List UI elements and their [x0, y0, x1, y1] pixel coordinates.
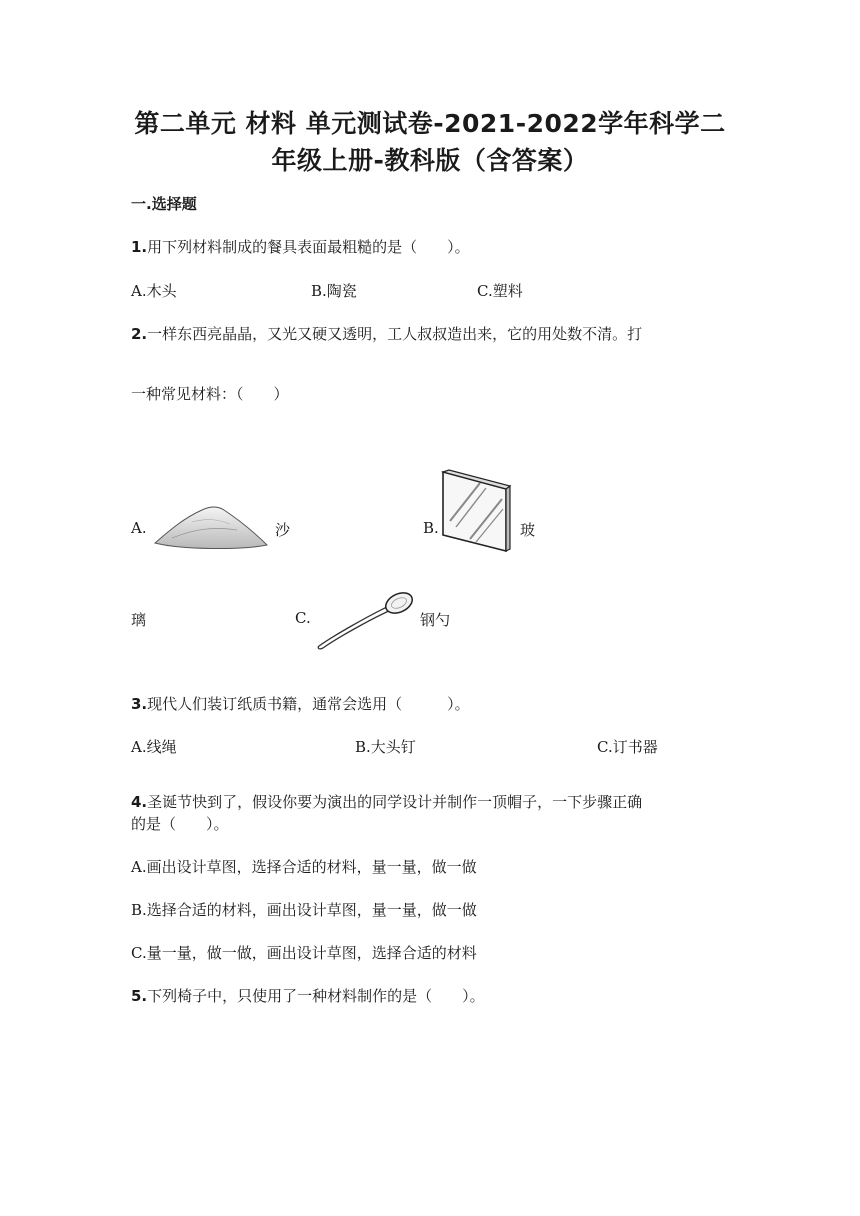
- document-title-line2: 年级上册-教科版（含答案）: [271, 146, 589, 175]
- q2-option-b-name-part2: 璃: [131, 611, 147, 629]
- q2-option-b-name-part1: 玻: [520, 521, 536, 539]
- question-4-line2: 的是（ ）。: [131, 815, 229, 833]
- question-5: [131, 985, 485, 1006]
- question-number: 5.: [131, 987, 148, 1005]
- question-number: 4.: [131, 793, 148, 811]
- q4-option-c: C.量一量，做一做，画出设计草图，选择合适的材料: [131, 944, 477, 962]
- question-number: 3.: [131, 695, 148, 713]
- question-text: 圣诞节快到了，假设你要为演出的同学设计并制作一顶帽子，一下步骤正确: [147, 793, 643, 811]
- q4-option-a: A.画出设计草图，选择合适的材料，量一量，做一做: [131, 858, 477, 876]
- section-heading: 一.选择题: [131, 195, 197, 213]
- q4-option-b: B.选择合适的材料，画出设计草图，量一量，做一做: [131, 901, 477, 919]
- q2-option-a-label: A.: [131, 519, 147, 537]
- sand-pile-image: [152, 500, 270, 552]
- q1-option-b: B.陶瓷: [311, 282, 357, 300]
- q2-option-c-label: C.: [295, 609, 311, 627]
- question-text: 一样东西亮晶晶，又光又硬又透明，工人叔叔造出来，它的用处数不清。打: [147, 325, 643, 343]
- q1-option-c: C.塑料: [477, 282, 523, 300]
- q2-option-a-name: 沙: [275, 521, 291, 539]
- question-2-line1: [131, 323, 642, 344]
- question-number: 2.: [131, 325, 148, 343]
- question-number: 1.: [131, 238, 148, 256]
- q3-option-a: A.线绳: [131, 738, 177, 756]
- document-title-line1: 第二单元 材料 单元测试卷-2021-2022学年科学二: [134, 109, 726, 138]
- q3-option-b: B.大头钉: [355, 738, 416, 756]
- question-text: 用下列材料制成的餐具表面最粗糙的是（ ）。: [147, 238, 470, 256]
- q1-option-a: A.木头: [131, 282, 177, 300]
- glass-pane-image: [440, 469, 512, 555]
- question-4-line1: [131, 791, 642, 812]
- question-3: [131, 693, 470, 714]
- question-2-line2: 一种常见材料：（ ）: [131, 385, 289, 403]
- question-text: 现代人们装订纸质书籍，通常会选用（ ）。: [147, 695, 470, 713]
- steel-spoon-image: [313, 586, 417, 652]
- q2-option-c-name: 钢勺: [420, 611, 451, 629]
- q3-option-c: C.订书器: [597, 738, 658, 756]
- q2-option-b-label: B.: [423, 519, 439, 537]
- question-1: [131, 236, 470, 257]
- question-text: 下列椅子中，只使用了一种材料制作的是（ ）。: [147, 987, 485, 1005]
